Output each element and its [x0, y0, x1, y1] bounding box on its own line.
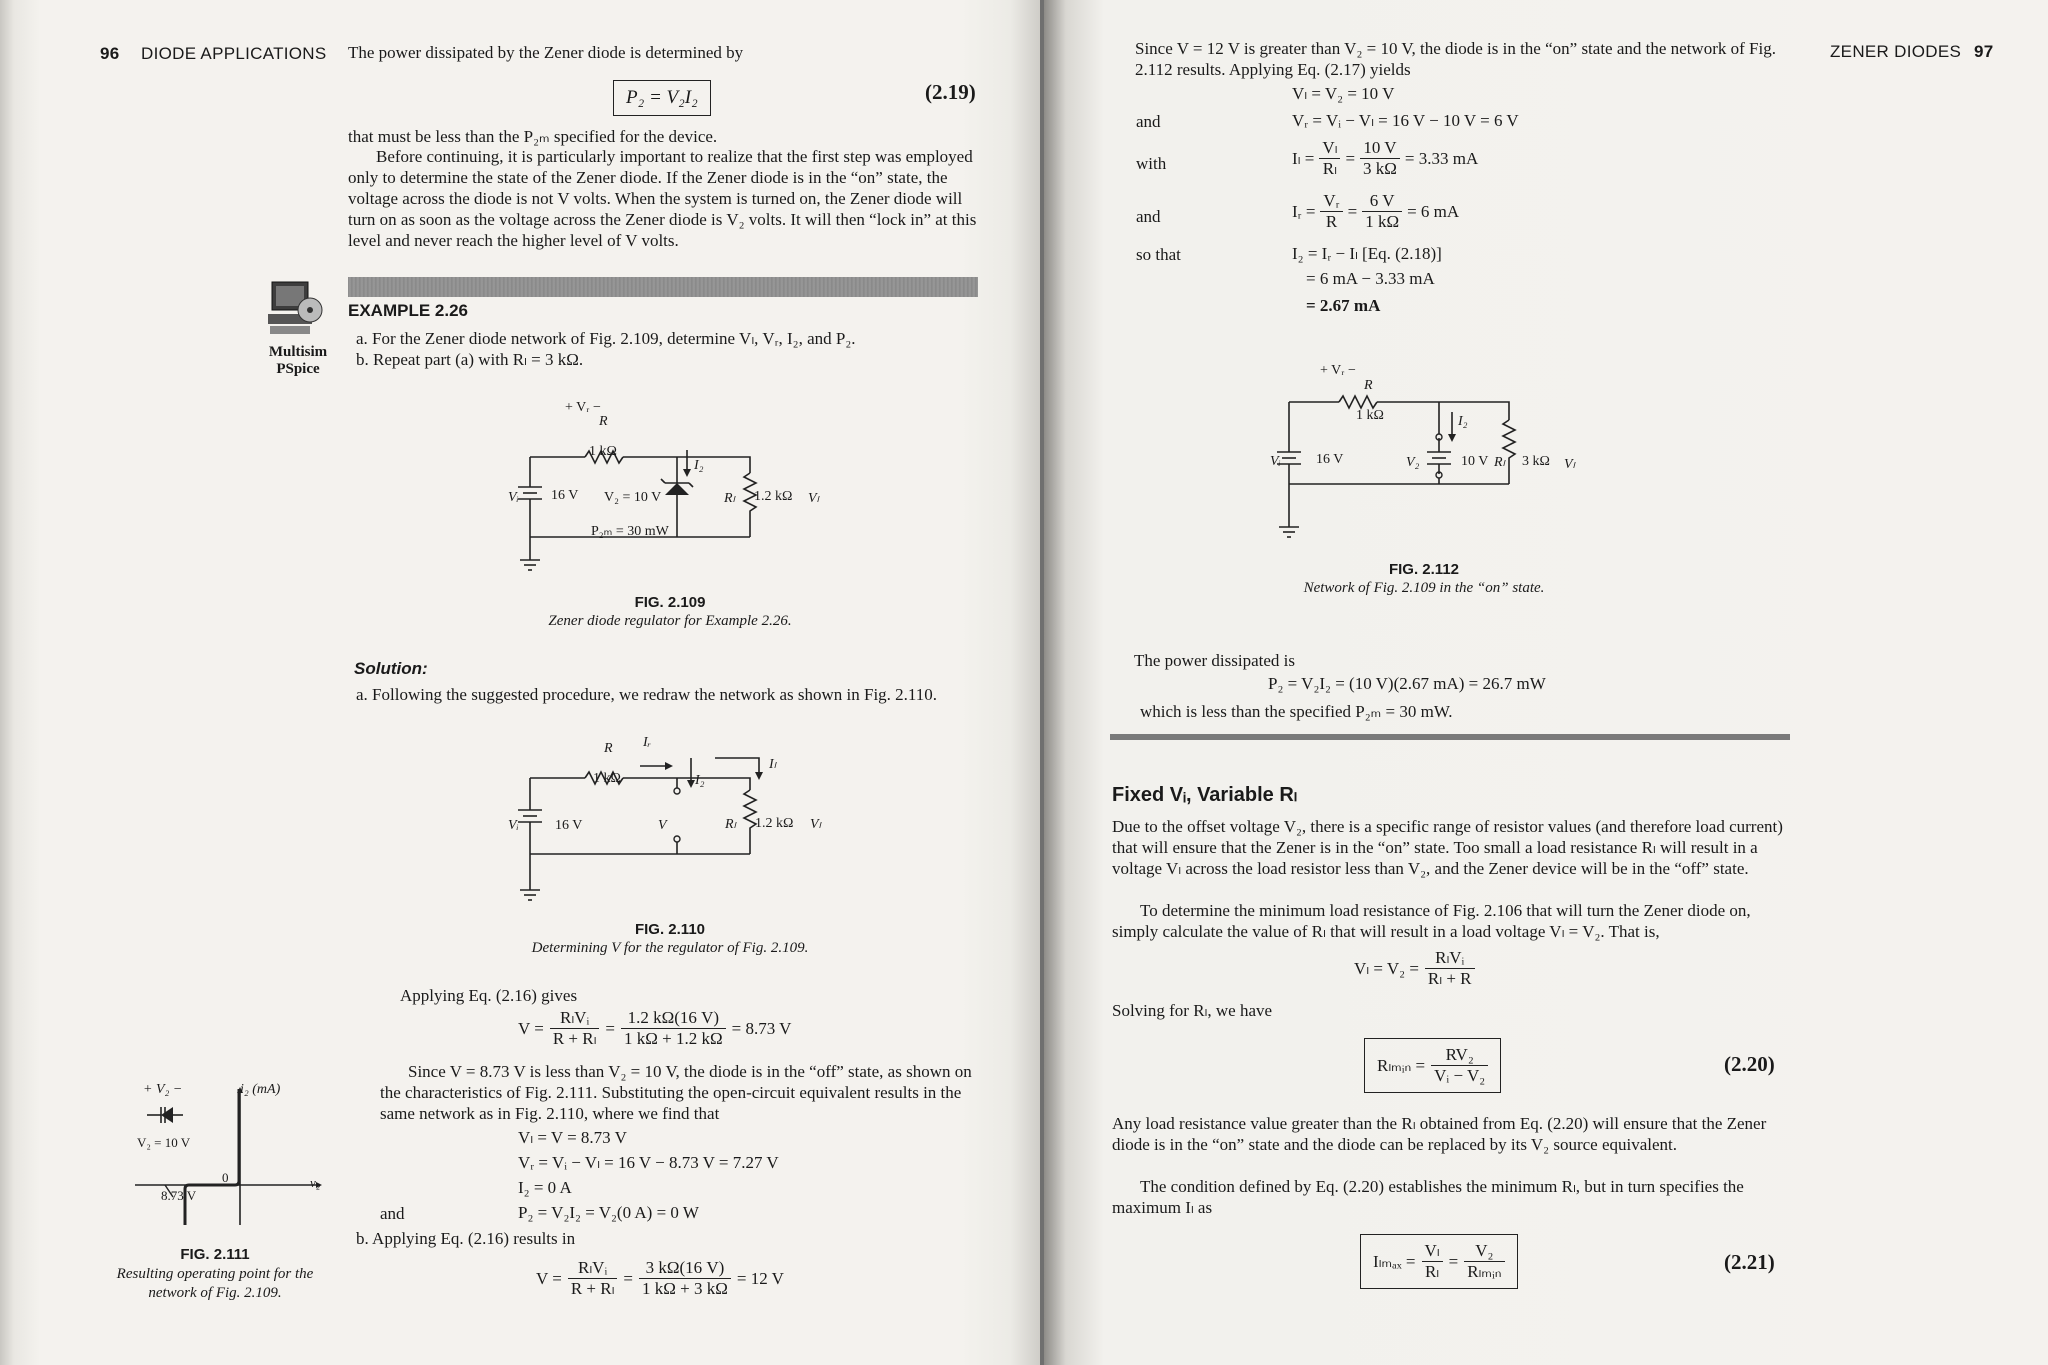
para-since-on: Since V = 12 V is greater than V₂ = 10 V, the diode is in the “on” state and the network of Fig. 2.112 results. Applying Eq. (2.17) yields: [1135, 39, 1776, 79]
fig110-title: FIG. 2.110: [634, 921, 706, 938]
page-number-right: 97: [1974, 42, 1994, 61]
eq-r-and-1: and: [1136, 112, 1161, 131]
section-para-4: The condition defined by Eq. (2.20) establishes the minimum Rₗ, but in turn specifies the maximum Iₗ as: [1112, 1177, 1744, 1217]
figure-2-109-circuit: [505, 395, 845, 575]
fig110-caption: Determining V for the regulator of Fig. 2.109.: [531, 940, 809, 956]
fig109-rl: Rₗ: [724, 491, 735, 506]
eq-r-vr-text: Vᵣ = Vᵢ − Vₗ = 16 V − 10 V = 6 V: [1292, 111, 1519, 130]
eq220-den: Vᵢ − V₂: [1434, 1066, 1486, 1085]
fig110-v: V: [658, 818, 667, 833]
equation-2-20: [1364, 1038, 1501, 1093]
page-number-left: 96: [100, 44, 120, 63]
figure-2-111-characteristic: [125, 1085, 325, 1235]
eq-v2-f2-num: 3 kΩ(16 V): [639, 1258, 731, 1279]
equation-v1: V = $\frac{\text{RₗVᵢ}}{\text{R + Rₗ}}$ = $\frac{1.2 k\Omega(16 V)}{1 k\Omega + 1.2 k\Omega}$ = 8.73 V: [518, 1008, 792, 1048]
fig111-caption: Resulting operating point for the network of Fig. 2.109.: [116, 1266, 314, 1301]
para-since-off: Since V = 8.73 V is less than V₂ = 10 V, the diode is in the “off” state, as shown on the characteristics of Fig. 2.111. Substituting the open-circuit equivalent results in the same network as in Fig. 2.110, where we find that: [380, 1062, 972, 1123]
fig109-caption: Zener diode regulator for Example 2.26.: [548, 613, 792, 629]
solution-heading: Solution:: [354, 659, 428, 678]
eq-r-vl-text: Vₗ = V₂ = 10 V: [1292, 84, 1395, 103]
result-iz-text: I₂ = 0 A: [518, 1178, 572, 1197]
eq-vl-den: Rₗ + R: [1427, 969, 1472, 988]
eq-r-ir-f1d: R: [1325, 212, 1338, 231]
sidebar-pspice: PSpice: [276, 361, 320, 377]
solving-text: Solving for Rₗ, we have: [1112, 1001, 1273, 1020]
eq-vl-lhs: Vₗ = V₂ =: [1354, 958, 1419, 978]
sidebar-multisim: Multisim: [268, 344, 328, 360]
fig110-iz: I₂: [695, 773, 705, 788]
figure-2-112-circuit: [1244, 362, 1584, 542]
fig112-title: FIG. 2.112: [1388, 561, 1460, 578]
power-equation: P₂ = V₂I₂ = (10 V)(2.67 mA) = 26.7 mW: [1268, 674, 1546, 693]
eq221-f2d: Rₗₘᵢₙ: [1467, 1262, 1502, 1281]
fig110-r-value: 1 kΩ: [593, 771, 621, 786]
fig111-vz10: V₂ = 10 V: [137, 1135, 191, 1150]
equation-number-2-20: (2.20): [1724, 1052, 1775, 1076]
eq-r-il-f2n: 10 V: [1360, 138, 1400, 159]
eq-v2-f2-den: 1 kΩ + 3 kΩ: [642, 1279, 728, 1298]
result-vl: [518, 1128, 627, 1148]
eq-r-il-res: = 3.33 mA: [1404, 148, 1479, 168]
para-before-continuing: Before continuing, it is particularly important to realize that the first step was employed only to determine the state of the Zener diode. If the Zener diode is in the “on” state, the voltage across the diode is not V volts. When the system is turned on, the Zener diode will turn on as soon as the voltage across the Zener diode is V₂ volts. It will then “lock in” at this level and never reach the higher level of V volts.: [348, 147, 977, 250]
fig112-caption: Network of Fig. 2.109 in the “on” state.: [1303, 580, 1545, 596]
result-vr-text: Vᵣ = Vᵢ − Vₗ = 16 V − 8.73 V = 7.27 V: [518, 1153, 779, 1172]
fig110-ir: Iᵣ: [643, 735, 652, 750]
running-head-left: DIODE APPLICATIONS: [141, 44, 327, 63]
fig112-rl-value: 3 kΩ: [1522, 454, 1550, 469]
equation-number-2-19: (2.19): [925, 80, 976, 104]
eq-r-iz-result-text: = 2.67 mA: [1306, 296, 1381, 315]
fig109-r: R: [599, 414, 608, 429]
section-divider: [1110, 734, 1790, 740]
fig109-source: 16 V: [551, 488, 579, 503]
eq-r-with: with: [1136, 154, 1167, 173]
example-part-b: b. Repeat part (a) with Rₗ = 3 kΩ.: [356, 350, 584, 369]
eq-r-iz-step: [1306, 269, 1435, 289]
fig109-vl: Vₗ: [808, 491, 819, 506]
example-part-a: a. For the Zener diode network of Fig. 2.109, determine Vₗ, Vᵣ, I₂, and P₂.: [356, 329, 856, 348]
eq-r-vl: [1292, 84, 1394, 104]
eq221-f2n: V₂: [1464, 1241, 1504, 1262]
eq-r-ir-f1n: Vᵣ: [1320, 191, 1342, 212]
eq-r-ir: Iᵣ = $\frac{\text{Vᵣ}}{R}$ = $\frac{6 V}{1 k\Omega}$ = 6 mA: [1292, 191, 1460, 231]
fig112-vz: V₂: [1406, 455, 1420, 470]
eq-r-and-2: and: [1136, 207, 1161, 226]
fig111-zero: 0: [222, 1170, 229, 1185]
equation-vl-vz: [1354, 948, 1475, 989]
eq-v1-f1-den: R + Rₗ: [552, 1029, 597, 1048]
fig109-vi: Vᵢ: [508, 490, 519, 505]
result-pz: [518, 1203, 699, 1223]
fig109-vz: V₂ = 10 V: [604, 490, 662, 505]
eq-r-so-that: so that: [1136, 245, 1181, 264]
eq-r-iz: [1292, 244, 1442, 264]
fig111-title: FIG. 2.111: [180, 1246, 250, 1263]
fig111-v873: 8.73 V: [161, 1188, 197, 1203]
fig112-vz-value: 10 V: [1461, 454, 1489, 469]
eq-r-il-f2d: 3 kΩ: [1363, 159, 1397, 178]
fig112-source: 16 V: [1316, 452, 1344, 467]
eq221-lhs: Iₗₘₐₓ =: [1373, 1251, 1416, 1271]
and-label: and: [380, 1204, 405, 1223]
eq-r-ir-f2d: 1 kΩ: [1365, 212, 1400, 231]
running-head-right: ZENER DIODES: [1830, 42, 1962, 61]
fig110-rl-value: 1.2 kΩ: [755, 816, 794, 831]
fig111-vz-label: + V₂ −: [143, 1082, 183, 1097]
para-less-than: that must be less than the P₂ₘ specified for the device.: [348, 127, 718, 146]
power-after: which is less than the specified P₂ₘ = 30 mW.: [1140, 702, 1453, 721]
fig110-vl: Vₗ: [810, 817, 821, 832]
eq-v1-lhs: V =: [518, 1018, 544, 1038]
solution-part-a: a. Following the suggested procedure, we redraw the network as shown in Fig. 2.110.: [356, 685, 938, 704]
eq220-lhs: Rₗₘᵢₙ =: [1377, 1055, 1426, 1075]
intro-text: The power dissipated by the Zener diode is determined by: [348, 43, 744, 62]
equation-2-21: Iₗₘₐₓ = $\frac{\text{Vₗ}}{\text{Rₗ}}$ = $\frac{\text{V₂}}{\text{Rₗₘᵢₙ}}$: [1360, 1234, 1518, 1289]
fig110-source: 16 V: [555, 818, 583, 833]
right-page: [1044, 0, 2048, 1365]
fig112-iz: I₂: [1458, 414, 1468, 429]
fig112-r: R: [1364, 378, 1373, 393]
eq220-num: RV₂: [1431, 1045, 1488, 1066]
equation-2-19: P₂ = V₂I₂: [613, 80, 711, 116]
multisim-pspice-icon: [266, 278, 326, 340]
section-para-1: Due to the offset voltage V₂, there is a specific range of resistor values (and therefore load current) that will ensure that the Zener is in the “on” state. Too small a load resistance Rₗ will result in a voltage Vₗ across the load resistor less than V₂, and the Zener device will be in the “off” state.: [1112, 817, 1783, 878]
eq221-f1n: Vₗ: [1422, 1241, 1443, 1262]
eq-v2-f1-num: RₗVᵢ: [568, 1258, 618, 1279]
eq-r-il-f1d: Rₗ: [1322, 159, 1337, 178]
eq-r-il-lhs: Iₗ =: [1292, 148, 1315, 168]
fig110-vi: Vᵢ: [508, 818, 519, 833]
eq-v1-result: = 8.73 V: [731, 1018, 792, 1038]
eq-r-il-f1n: Vₗ: [1319, 138, 1340, 159]
eq-r-iz-result: [1306, 296, 1380, 316]
eq-v2-result: = 12 V: [736, 1268, 784, 1288]
result-iz: [518, 1178, 572, 1198]
applying-text: Applying Eq. (2.16) gives: [400, 986, 578, 1005]
example-bar: [348, 277, 978, 297]
solution-part-b: b. Applying Eq. (2.16) results in: [356, 1229, 576, 1248]
eq-r-il: Iₗ = $\frac{\text{Vₗ}}{\text{Rₗ}}$ = $\frac{10 V}{3 k\Omega}$ = 3.33 mA: [1292, 138, 1479, 178]
fig109-pzm: P₂ₘ = 30 mW: [591, 524, 669, 539]
fig112-rl: Rₗ: [1494, 455, 1505, 470]
eq-r-iz-text: I₂ = Iᵣ − Iₗ [Eq. (2.18)]: [1292, 244, 1442, 263]
eq-v1-f1-num: RₗVᵢ: [550, 1008, 600, 1029]
fig109-r-value: 1 kΩ: [589, 444, 617, 459]
eq221-f1d: Rₗ: [1424, 1262, 1440, 1281]
eq-r-ir-res: = 6 mA: [1407, 201, 1460, 221]
eq-r-ir-f2n: 6 V: [1362, 191, 1402, 212]
fig109-rl-value: 1.2 kΩ: [754, 489, 793, 504]
result-vr: [518, 1153, 779, 1173]
equation-number-2-21: (2.21): [1724, 1250, 1775, 1274]
fig111-iz-axis: i₂ (mA): [240, 1082, 281, 1097]
equation-v2: V = $\frac{\text{RₗVᵢ}}{\text{R + Rₗ}}$ = $\frac{3 k\Omega(16 V)}{1 k\Omega + 3 k\Omega}$ = 12 V: [536, 1258, 784, 1298]
eq-v1-f2-den: 1 kΩ + 1.2 kΩ: [624, 1029, 723, 1048]
fig112-vr: + Vᵣ −: [1320, 363, 1356, 378]
eq-v2-lhs: V =: [536, 1268, 562, 1288]
fig109-vr: + Vᵣ −: [565, 400, 601, 415]
eq-r-vr: [1292, 111, 1519, 131]
fig112-vl: Vₗ: [1564, 457, 1575, 472]
fig110-il: Iₗ: [769, 757, 776, 772]
fig112-vi: Vᵢ: [1270, 454, 1281, 469]
fig109-iz: I₂: [694, 458, 704, 473]
result-vl-text: Vₗ = V = 8.73 V: [518, 1128, 627, 1147]
result-pz-text: P₂ = V₂I₂ = V₂(0 A) = 0 W: [518, 1203, 699, 1222]
eq-r-iz-step-text: = 6 mA − 3.33 mA: [1306, 269, 1435, 288]
example-title: EXAMPLE 2.26: [348, 301, 468, 320]
power-intro: The power dissipated is: [1134, 651, 1295, 670]
fig109-title: FIG. 2.109: [634, 594, 706, 611]
section-para-3: Any load resistance value greater than the Rₗ obtained from Eq. (2.20) will ensure that the Zener diode is in the “on” state and the diode can be replaced by its V₂ source equivalent.: [1112, 1114, 1767, 1154]
eq-r-ir-lhs: Iᵣ =: [1292, 201, 1316, 221]
eq-v2-f1-den: R + Rₗ: [570, 1279, 615, 1298]
section-title: Fixed Vᵢ, Variable Rₗ: [1112, 784, 1298, 806]
fig110-r: R: [604, 741, 613, 756]
fig112-r-value: 1 kΩ: [1356, 408, 1384, 423]
eq-v1-f2-num: 1.2 kΩ(16 V): [621, 1008, 726, 1029]
fig111-vz-axis: v₂: [310, 1175, 321, 1190]
section-para-2: To determine the minimum load resistance of Fig. 2.106 that will turn the Zener diode on, simply calculate the value of Rₗ that will result in a load voltage Vₗ = V₂. That is,: [1112, 901, 1751, 941]
eq-vl-num: RₗVᵢ: [1425, 948, 1475, 969]
fig110-rl: Rₗ: [725, 817, 736, 832]
